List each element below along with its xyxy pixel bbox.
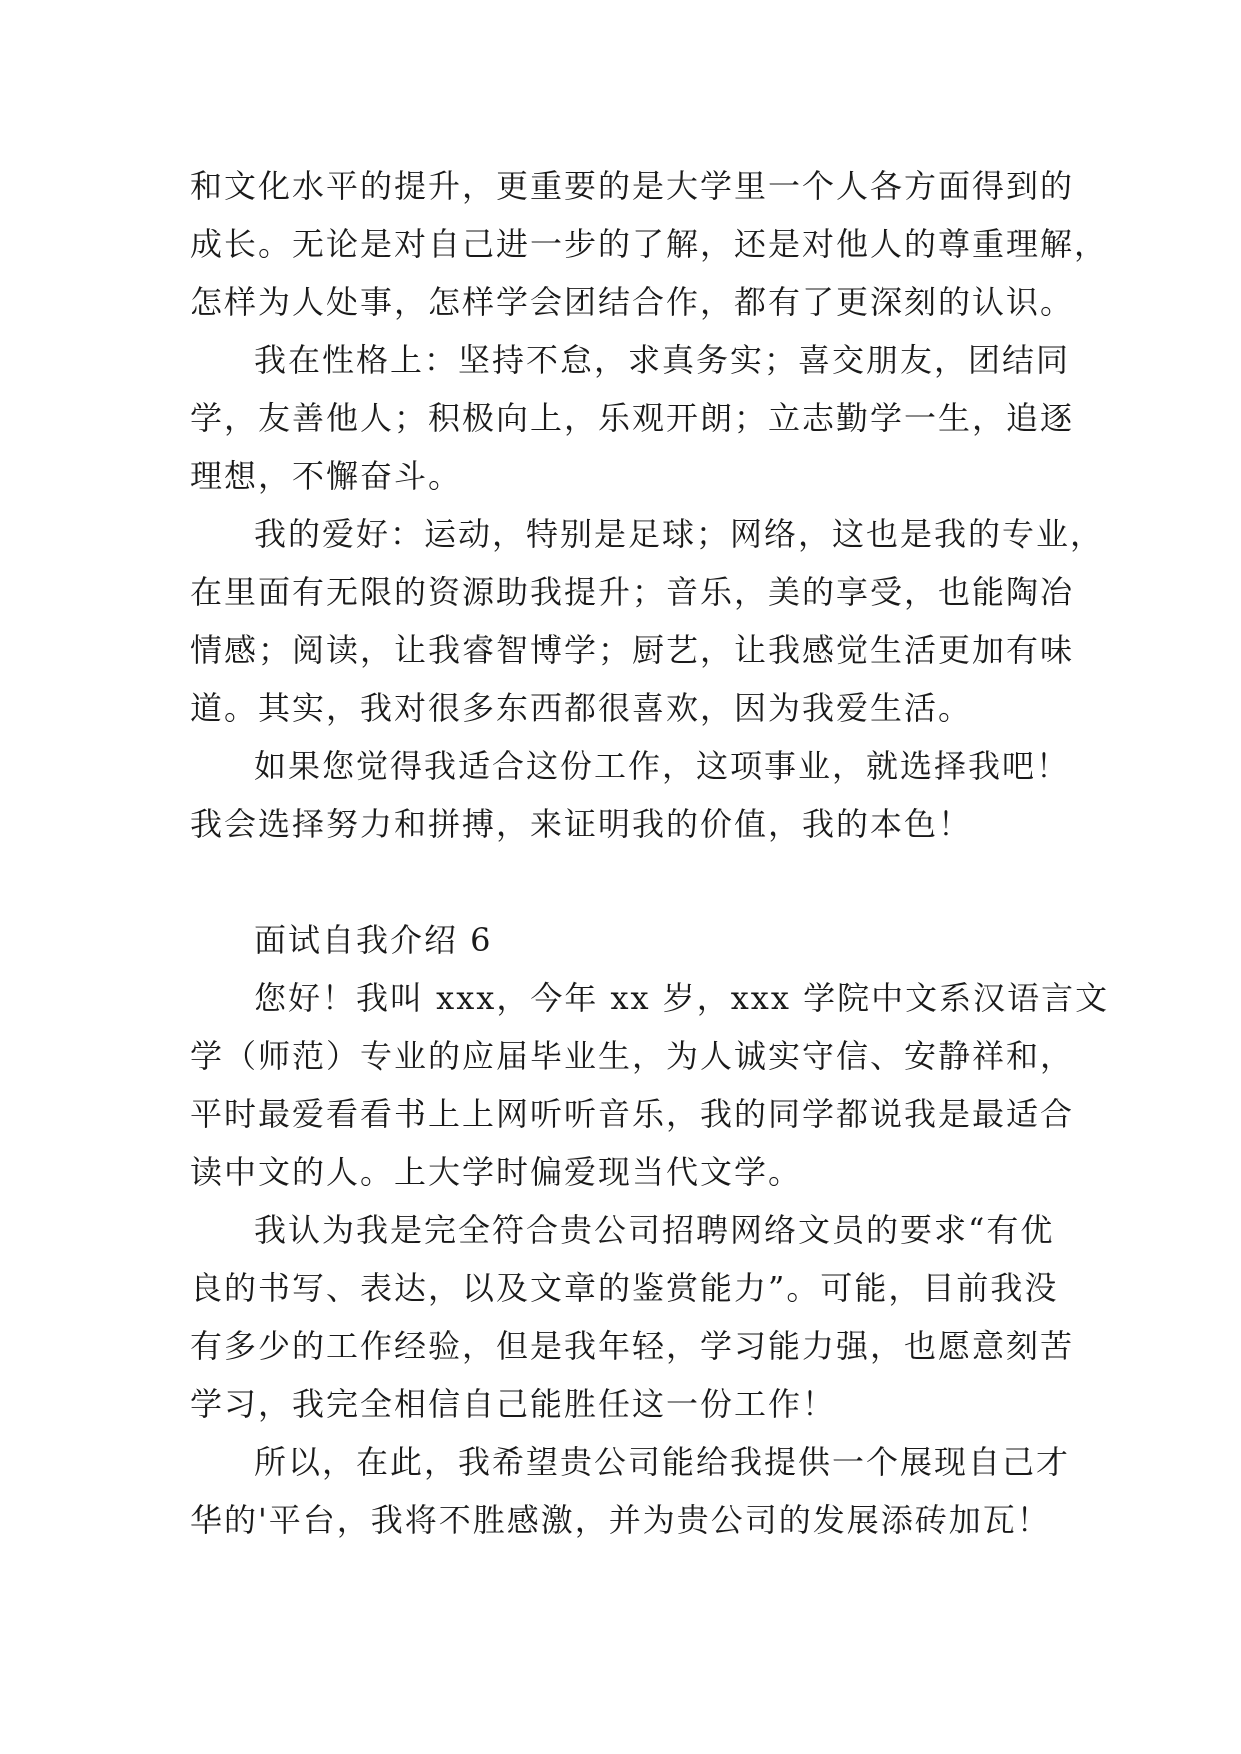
paragraph-start-line: 如果您觉得我适合这份工作，这项事业，就选择我吧！ xyxy=(254,747,1071,785)
paragraph-start-line: 我在性格上：坚持不怠，求真务实；喜交朋友，团结同 xyxy=(254,341,1071,379)
paragraph-start-line: 我的爱好：运动，特别是足球；网络，这也是我的专业， xyxy=(254,515,1105,553)
text-line: 在里面有无限的资源助我提升；音乐，美的享受，也能陶冶 xyxy=(190,573,1075,611)
text-line: 学（师范）专业的应届毕业生，为人诚实守信、安静祥和， xyxy=(190,1037,1075,1075)
text-line: 情感；阅读，让我睿智博学；厨艺，让我感觉生活更加有味 xyxy=(190,631,1075,669)
paragraph-start-line: 我认为我是完全符合贵公司招聘网络文员的要求“有优 xyxy=(254,1211,1055,1249)
text-line: 学，友善他人；积极向上，乐观开朗；立志勤学一生，追逐 xyxy=(190,399,1075,437)
text-line: 我会选择努力和拼搏，来证明我的价值，我的本色！ xyxy=(190,805,973,843)
paragraph-start-line: 所以，在此，我希望贵公司能给我提供一个展现自己才 xyxy=(254,1443,1071,1481)
paragraph-start-line: 您好！我叫 xxx，今年 xx 岁，xxx 学院中文系汉语言文 xyxy=(254,979,1110,1017)
text-line: 学习，我完全相信自己能胜任这一份工作！ xyxy=(190,1385,837,1423)
section-heading: 面试自我介绍 6 xyxy=(254,921,493,959)
text-line: 道。其实，我对很多东西都很喜欢，因为我爱生活。 xyxy=(190,689,973,727)
text-line: 有多少的工作经验，但是我年轻，学习能力强，也愿意刻苦 xyxy=(190,1327,1075,1365)
text-line: 华的'平台，我将不胜感激，并为贵公司的发展添砖加瓦！ xyxy=(190,1501,1051,1539)
text-line: 怎样为人处事，怎样学会团结合作，都有了更深刻的认识。 xyxy=(190,283,1075,321)
text-line: 平时最爱看看书上上网听听音乐，我的同学都说我是最适合 xyxy=(190,1095,1075,1133)
text-line: 和文化水平的提升，更重要的是大学里一个人各方面得到的 xyxy=(190,167,1075,205)
text-line: 读中文的人。上大学时偏爱现当代文学。 xyxy=(190,1153,803,1191)
text-line: 理想，不懈奋斗。 xyxy=(190,457,463,495)
text-line: 成长。无论是对自己进一步的了解，还是对他人的尊重理解， xyxy=(190,225,1109,263)
text-line: 良的书写、表达，以及文章的鉴赏能力”。可能，目前我没 xyxy=(190,1269,1059,1307)
